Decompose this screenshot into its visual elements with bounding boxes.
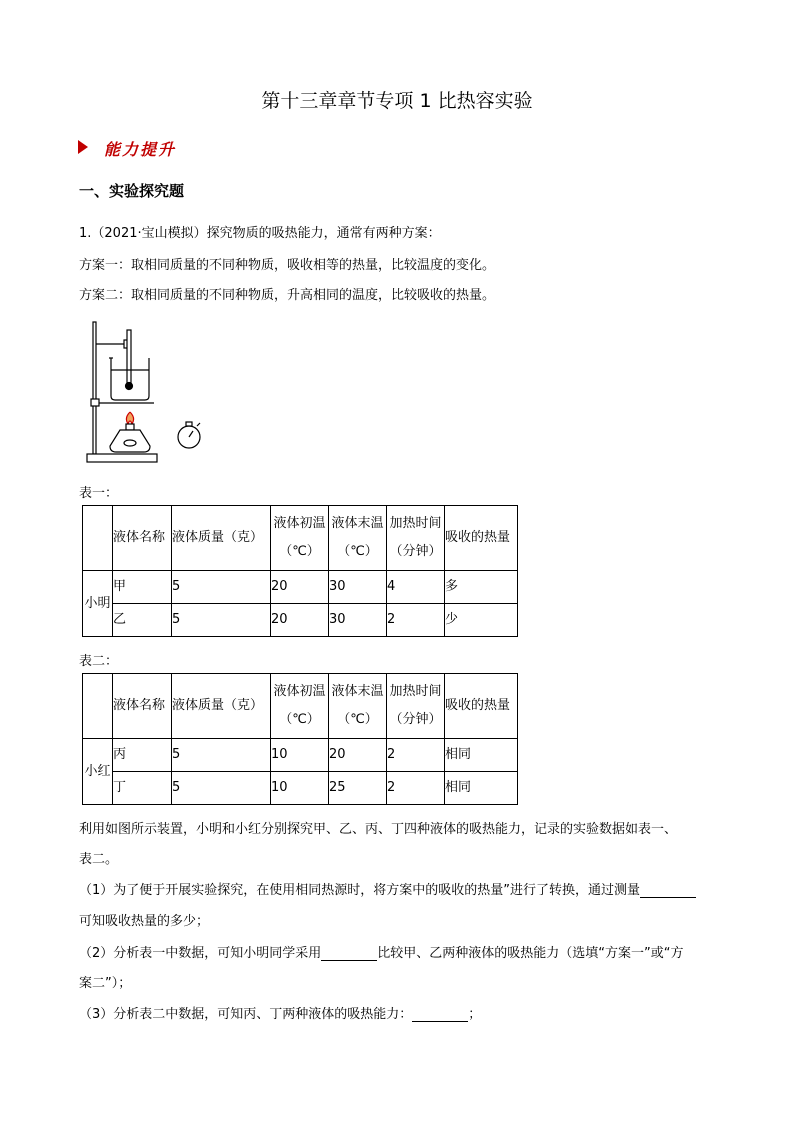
table-row xyxy=(83,772,518,805)
table-cell: 4 xyxy=(387,571,445,604)
table2-header: 加热时间（分钟） xyxy=(387,674,445,739)
question-1 xyxy=(79,879,696,898)
table1-header: 吸收的热量 xyxy=(445,506,518,571)
table-cell: 30 xyxy=(329,571,387,604)
plan-two: 方案二：取相同质量的不同种物质，升高相同的温度，比较吸收的热量。 xyxy=(79,288,496,303)
table1-header: 液体质量（克） xyxy=(172,506,271,571)
arrow-icon xyxy=(78,140,88,154)
plan-one: 方案一：取相同质量的不同种物质，吸收相等的热量，比较温度的变化。 xyxy=(79,258,496,273)
table-cell: 30 xyxy=(329,604,387,637)
question-3-text: （3）分析表二中数据，可知丙、丁两种液体的吸热能力： xyxy=(79,1007,413,1022)
table-cell: 少 xyxy=(445,604,518,637)
table-cell: 多 xyxy=(445,571,518,604)
answer-blank[interactable] xyxy=(321,946,377,961)
table1 xyxy=(82,505,518,637)
answer-blank[interactable] xyxy=(412,1007,468,1022)
table-row xyxy=(83,739,518,772)
question-1-cont: 可知吸收热量的多少； xyxy=(79,914,210,929)
table-cell: 5 xyxy=(172,739,271,772)
table2-header: 液体名称 xyxy=(113,674,172,739)
question-2-text: （2）分析表一中数据，可知小明同学采用 xyxy=(79,946,322,961)
table1-corner xyxy=(83,506,113,571)
question-2-text-tail: 比较甲、乙两种液体的吸热能力（选填“方案一”或“方 xyxy=(377,946,684,961)
table1-header: 加热时间（分钟） xyxy=(387,506,445,571)
question-3-end: ； xyxy=(468,1007,482,1022)
apparatus-figure xyxy=(84,320,214,466)
table-cell: 10 xyxy=(271,739,329,772)
table-cell: 2 xyxy=(387,604,445,637)
table-cell: 相同 xyxy=(445,772,518,805)
table-cell: 甲 xyxy=(113,571,172,604)
table-cell: 10 xyxy=(271,772,329,805)
table2-header: 液体末温（℃） xyxy=(329,674,387,739)
table-cell: 20 xyxy=(271,571,329,604)
section-heading: 一、实验探究题 xyxy=(79,182,185,200)
section-label: 能力提升 xyxy=(104,140,177,159)
table-cell: 5 xyxy=(172,571,271,604)
table2-header: 液体质量（克） xyxy=(172,674,271,739)
question-intro: 1.（2021·宝山模拟）探究物质的吸热能力，通常有两种方案： xyxy=(79,226,441,241)
table-cell: 相同 xyxy=(445,739,518,772)
paragraph-line: 利用如图所示装置，小明和小红分别探究甲、乙、丙、丁四种液体的吸热能力，记录的实验数据如表一、 xyxy=(79,822,678,837)
table1-label: 表一： xyxy=(79,486,119,501)
table-cell: 2 xyxy=(387,772,445,805)
table1-header: 液体初温（℃） xyxy=(271,506,329,571)
page-title: 第十三章章节专项 1 比热容实验 xyxy=(261,90,533,112)
table-cell: 25 xyxy=(329,772,387,805)
table-cell: 5 xyxy=(172,772,271,805)
answer-blank[interactable] xyxy=(640,883,696,898)
table2-group: 小红 xyxy=(83,739,113,805)
question-2-cont: 案二”）； xyxy=(79,976,132,991)
table-cell: 乙 xyxy=(113,604,172,637)
table-cell: 丙 xyxy=(113,739,172,772)
table1-header: 液体名称 xyxy=(113,506,172,571)
table-cell: 20 xyxy=(329,739,387,772)
paragraph-line: 表二。 xyxy=(79,852,119,867)
table1-header: 液体末温（℃） xyxy=(329,506,387,571)
table-cell: 20 xyxy=(271,604,329,637)
table2-corner xyxy=(83,674,113,739)
table-cell: 2 xyxy=(387,739,445,772)
table-cell: 丁 xyxy=(113,772,172,805)
table2-header: 液体初温（℃） xyxy=(271,674,329,739)
table2-label: 表二： xyxy=(79,654,119,669)
question-2 xyxy=(79,942,684,961)
table-cell: 5 xyxy=(172,604,271,637)
table-row xyxy=(83,571,518,604)
question-1-text: （1）为了便于开展实验探究，在使用相同热源时，将方案中的吸收的热量”进行了转换，通过测量 xyxy=(79,883,641,898)
table2-header: 吸收的热量 xyxy=(445,674,518,739)
question-3 xyxy=(79,1003,481,1022)
table-row xyxy=(83,604,518,637)
table1-group: 小明 xyxy=(83,571,113,637)
table2 xyxy=(82,673,518,805)
